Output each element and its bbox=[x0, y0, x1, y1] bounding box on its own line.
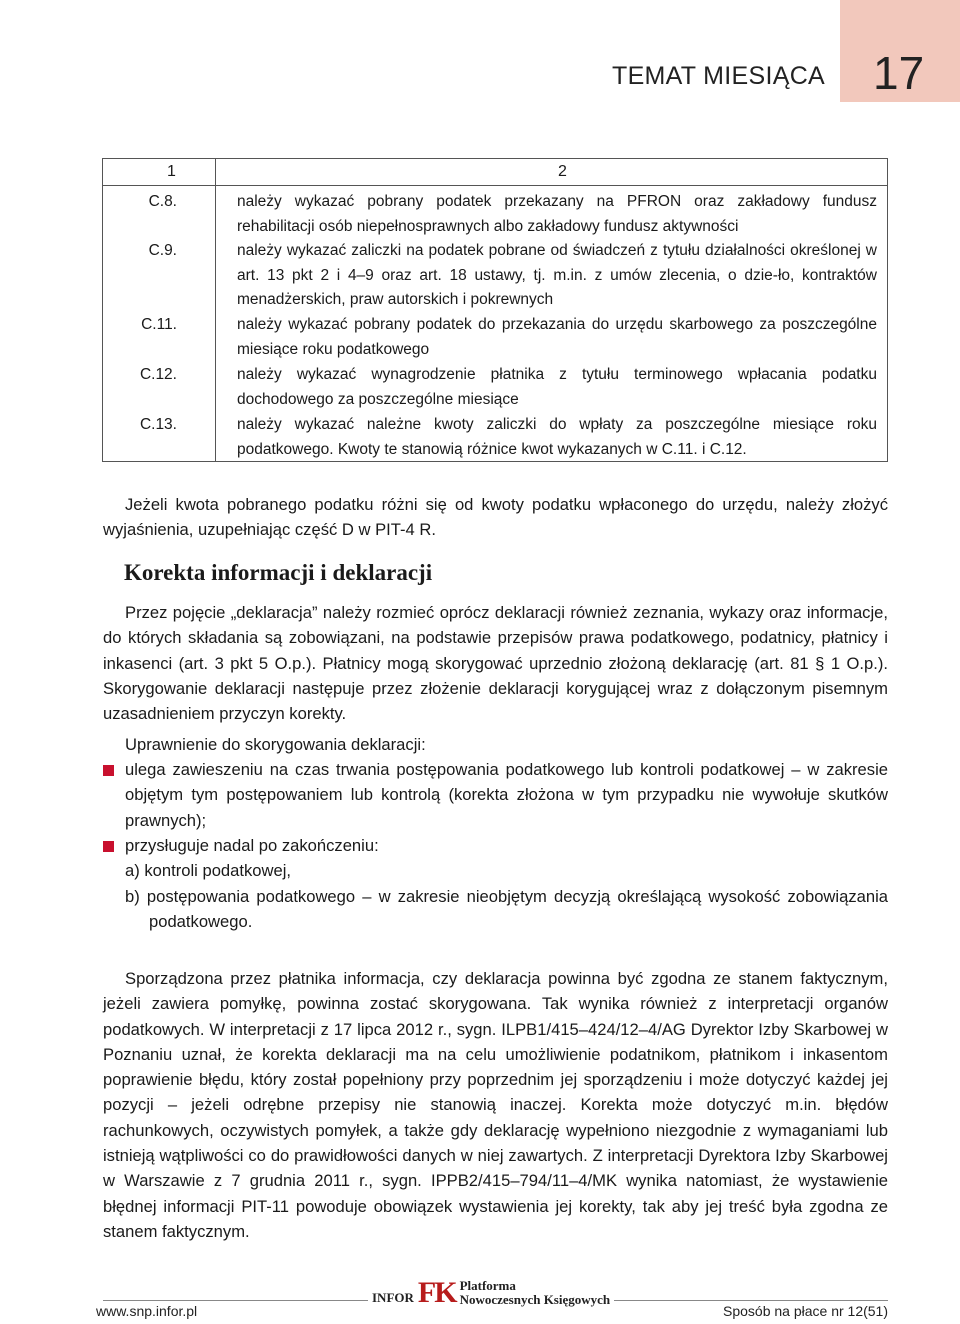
sub-list-item: a) kontroli podatkowej, bbox=[125, 861, 292, 880]
table-header-row bbox=[103, 159, 887, 186]
footer-issue: Sposób na płace nr 12(51) bbox=[723, 1303, 888, 1319]
bullet-square-icon bbox=[103, 841, 114, 852]
section-heading: Korekta informacji i deklaracji bbox=[124, 560, 433, 585]
intro-paragraph: Jeżeli kwota pobranego podatku różni się od kwoty podatku wpłaconego do urzędu, należy złożyć wyjaśnienia, uzupełniając część D w PIT-4 R. bbox=[103, 495, 888, 540]
logo-text bbox=[460, 1279, 611, 1307]
codes-table bbox=[102, 158, 888, 462]
logo-line-2: Nowoczesnych Księgowych bbox=[459, 1292, 611, 1307]
table-header-col-1: 1 bbox=[167, 163, 176, 180]
table-header-col-2: 2 bbox=[558, 163, 567, 180]
row-description: należy wykazać zaliczki na podatek pobrane od świadczeń z tytułu działalności określonej w art. 13 pkt 2 i 4–9 oraz art. 18 ustawy, tj. m.in. z umów zlecenia, o dzie-ło, kontraktów menadżerskich, praw autorskich i pokrewnych bbox=[237, 242, 877, 308]
table-column-divider bbox=[215, 159, 216, 461]
logo-infor: INFOR bbox=[372, 1290, 414, 1305]
row-code: C.9. bbox=[148, 242, 177, 259]
publisher-logo bbox=[368, 1278, 614, 1308]
body-paragraph: Sporządzona przez płatnika informacja, czy deklaracja powinna być zgodna ze stanem faktycznym, jeżeli zawiera pomyłkę, powinna zostać skorygowana. Tak wynika również z interpretacji organów podatkowych. W interpretacji z 17 lipca 2012 r., sygn. ILPB1/415–424/12–4/AG Dyrektor Izby Skarbowej w Poznaniu uznał, że korekta deklaracji ma na celu umożliwienie podatnikom, płatnikom i inkasentom poprawienie błędu, który został popełniony przy poprzednim jej sporządzeniu i może dotyczyć każdej jej pozycji – jeżeli odrębne przepisy nie stanowią inaczej. Korekta może dotyczyć m.in. błędów rachunkowych, oczywistych pomyłek, a także gdy deklarację wypełniono niezgodnie z wymaganiami lub istnieją wątpliwości co do prawidłowości danych w niej zawartych. Z interpretacji Dyrektora Izby Skarbowej w Warszawie z 7 grudnia 2011 r., sygn. IPPB2/415–794/11–4/MK wynika natomiast, że wystawienie błędnej informacji PIT-11 powoduje obowiązek wystawienia jej korekty, tak aby jej treść była zgodna ze stanem faktycznym. bbox=[103, 969, 888, 1241]
footer-website-link[interactable]: www.snp.infor.pl bbox=[96, 1303, 198, 1319]
logo-fk: FK bbox=[417, 1276, 456, 1309]
row-code: C.12. bbox=[139, 366, 177, 383]
page-number: 17 bbox=[873, 47, 925, 99]
list-item bbox=[103, 757, 888, 833]
list-item-text: przysługuje nadal po zakończeniu: bbox=[125, 836, 379, 855]
row-description: należy wykazać należne kwoty zaliczki do wpłaty za poszczególne miesiące roku podatkowego. Kwoty te stanowią różnice kwot wykazanych w C.11. i C.12. bbox=[237, 416, 877, 458]
row-code: C.8. bbox=[148, 193, 177, 210]
logo-line-1: Platforma bbox=[459, 1278, 516, 1293]
list-item bbox=[103, 833, 888, 858]
row-description: należy wykazać pobrany podatek do przekazania do urzędu skarbowego za poszczególne miesiące roku podatkowego bbox=[237, 316, 877, 358]
bullet-square-icon bbox=[103, 765, 114, 776]
row-code: C.13. bbox=[139, 416, 177, 433]
section-title: TEMAT MIESIĄCA bbox=[612, 62, 826, 90]
sub-list-item: b) postępowania podatkowego – w zakresie nieobjętym decyzją określającą wysokość zobowiązania podatkowego. bbox=[125, 887, 888, 932]
row-description: należy wykazać wynagrodzenie płatnika z tytułu terminowego wpłacania podatku dochodowego za poszczególne miesiące bbox=[237, 366, 877, 408]
list-item-text: ulega zawieszeniu na czas trwania postępowania podatkowego lub kontroli podatkowej – w zakresie objętym tym postępowaniem lub kontrolą (korekta złożona w tym przypadku nie wywołuje skutków prawnych); bbox=[125, 760, 888, 830]
body-paragraph: Przez pojęcie „deklaracja” należy rozmieć oprócz deklaracji również zeznania, wykazy oraz informacje, do których składania są zobowiązani, na podstawie przepisów prawa podatkowego, podatnicy, płatnicy i inkasenci (art. 3 pkt 5 O.p.). Płatnicy mogą skorygować uprzednio złożoną deklarację (art. 81 § 1 O.p.). Skorygowanie deklaracji następuje przez złożenie deklaracji korygującej wraz z dołączonym pisemnym uzasadnieniem przyczyn korekty. bbox=[103, 603, 888, 724]
list-intro: Uprawnienie do skorygowania deklaracji: bbox=[125, 735, 426, 754]
row-description: należy wykazać pobrany podatek przekazany na PFRON oraz zakładowy fundusz rehabilitacji osób niepełnosprawnych albo zakładowy fundusz aktywności bbox=[237, 193, 877, 235]
row-code: C.11. bbox=[141, 316, 177, 333]
